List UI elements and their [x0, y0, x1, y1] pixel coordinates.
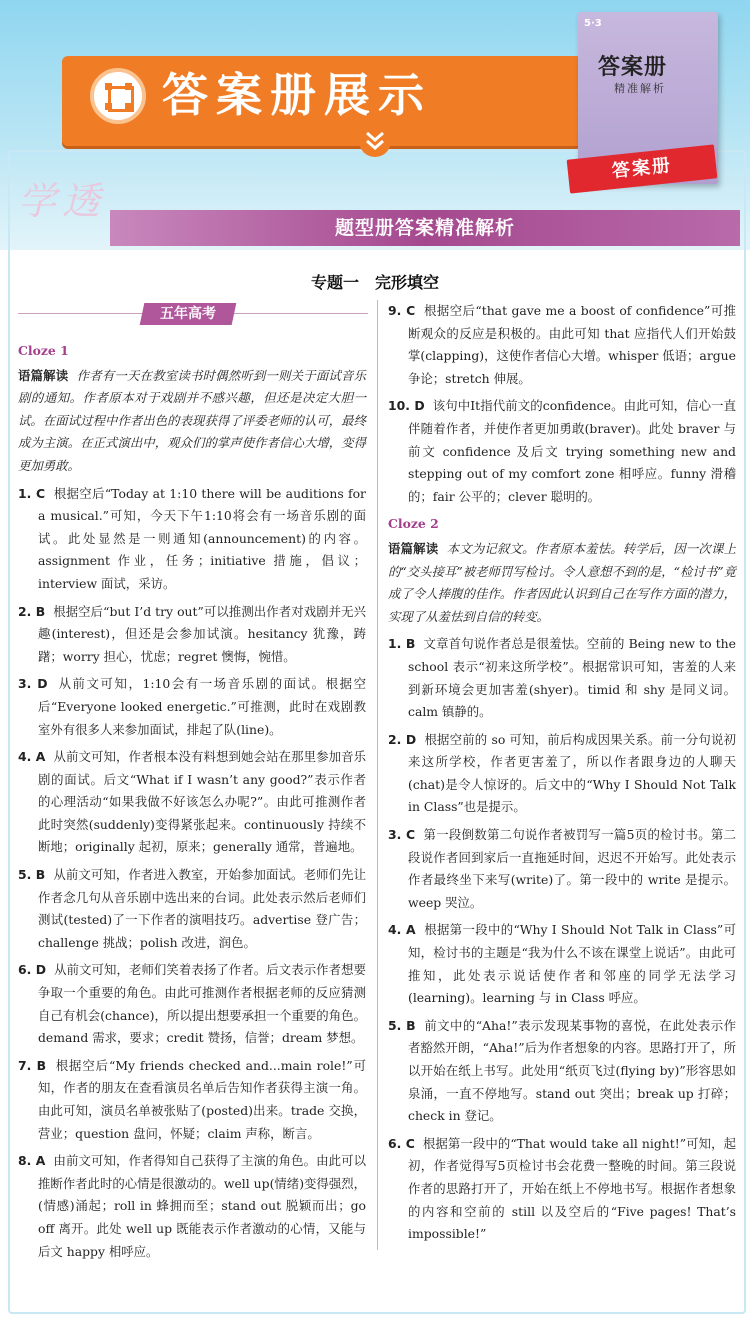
answer-text: 从前文可知，1:10会有一场音乐剧的面试。根据空后“Everyone looked energetic.”可推测，此时在戏剧教室外有很多人来参加面试，排起了队(line)。 [38, 676, 366, 737]
answer-item [388, 824, 736, 914]
book-ribbon: 答案册 [567, 144, 718, 193]
answer-number: 5. B [18, 867, 46, 883]
answer-text: 文章首句说作者总是很羞怯。空前的 Being new to the school 表示“初来这所学校”。根据常识可知，害羞的人来到新环境会更加害羞(shyer)。timid 和 shy 是同义词。calm 镇静的。 [408, 636, 736, 720]
section-title-bar: 题型册答案精准解析 [110, 210, 740, 246]
answer-number: 1. C [18, 485, 46, 501]
answer-text: 第一段倒数第二句说作者被罚写一篇5页的检讨书。第二段说作者回到家后一直拖延时间，迟迟不开始写。此处表示作者最终坐下来写(write)了。第一段中的 write 是提示。weep 哭泣。 [408, 827, 736, 910]
answer-text: 从前文可知，作者进入教室，开始参加面试。老师们先让作者念几句从音乐剧中选出来的台词。此处表示然后老师们测试(tested)了一下作者的演唱技巧。advertise 登广告；challenge 挑战；polish 改进，润色。 [38, 867, 366, 950]
answer-item [388, 395, 736, 508]
right-column [388, 300, 736, 1251]
answer-item [388, 919, 736, 1009]
section-tag-label: 五年高考 [160, 306, 216, 322]
gist-paragraph [18, 365, 366, 478]
gist-text: 本文为记叙文。作者原本羞怯。转学后，因一次课上的“交头接耳”被老师罚写检讨。令人意想不到的是，“检讨书”竟成了令人捧腹的佳作。作者因此认识到自己在写作方面的潜力，实现了从羞怯到自信的转变。 [388, 540, 736, 624]
answer-text: 根据第一段中的“That would take all night!”可知，起初，作者觉得写5页检讨书会花费一整晚的时间。第三段说作者的思路打开了，开始在纸上不停地书写。根据作者想象的内容和空前的 still 以及空后的“Five pages! That’s impossible!” [408, 1135, 736, 1242]
answer-number: 2. B [18, 603, 46, 619]
answer-number: 7. B [18, 1057, 47, 1073]
answer-text: 根据空后“My friends checked and...main role!”可知，作者的朋友在查看演员名单后告知作者获得主演一角。由此可知，演员名单被张贴了(posted)出来。trade 交换，营业；question 盘问，怀疑；claim 声称，断言。 [38, 1057, 366, 1141]
answer-text: 根据第一段中的“Why I Should Not Talk in Class”可知，检讨书的主题是“我为什么不该在课堂上说话”。由此可推知，此处表示说话使作者和邻座的同学无法学习(learning)。learning 与 in Class 呼应。 [408, 922, 736, 1006]
answer-item [388, 1015, 736, 1128]
answer-text: 该句中It指代前文的confidence。由此可知，信心一直伴随着作者，并使作者更加勇敢(braver)。此处 braver 与前文 confidence 及后文 trying something new and stepping out of my comfort zone 相呼应。funny 滑稽的；fair 公平的；clever 聪明的。 [408, 398, 736, 504]
answer-number: 10. D [388, 398, 425, 414]
left-column [18, 340, 366, 1268]
answer-text: 根据空后“that gave me a boost of confidence”可推断观众的反应是积极的。由此可知 that 应指代人们开始鼓掌(clapping)，这使作者信心大增。whisper 低语；argue 争论；stretch 伸展。 [408, 303, 736, 386]
answer-number: 6. D [18, 962, 47, 978]
answer-item [388, 1133, 736, 1246]
column-divider [377, 300, 378, 1250]
answer-text: 前文中的“Aha!”表示发现某事物的喜悦，在此处表示作者豁然开朗，“Aha!”后为作者想象的内容。思路打开了，所以开始在纸上书写。此处用“纸页飞过(flying by)”形容思如泉涌，一直不停地写。stand out 突出；break up 打碎；check in 登记。 [408, 1017, 736, 1124]
answer-item [18, 673, 366, 741]
answer-text: 从前文可知，老师们笑着表扬了作者。后文表示作者想要争取一个重要的角色。由此可推测作者根据老师的反应猜测自己有机会(chance)，所以提出想要承担一个重要的角色。demand 需求，要求；credit 赞扬，信誉；dream 梦想。 [38, 962, 366, 1046]
answer-number: 1. B [388, 636, 416, 652]
chevron-down-icon [356, 124, 394, 158]
answer-number: 3. C [388, 827, 416, 843]
gist-label: 语篇解读 [388, 540, 439, 556]
answer-text: 根据空后“Today at 1:10 there will be auditions for a musical.”可知，今天下午1:10将会有一场音乐剧的面试。此处显然是一则通知(announcement)的内容。assignment 作业，任务；initiative 措施，倡议；interview 面试，采访。 [38, 485, 366, 591]
answer-item [388, 633, 736, 723]
answer-item [18, 959, 366, 1049]
answer-text: 根据空前的 so 可知，前后构成因果关系。前一分句说初来这所学校，作者更害羞了，所以作者跟身边的人聊天(chat)是令人惊讶的。后文中的“Why I Should Not Talk in Class”也是提示。 [408, 731, 736, 815]
book-title: 答案册 [598, 55, 668, 80]
section-watermark: 学透 [18, 179, 107, 223]
answer-text: 由前文可知，作者得知自己获得了主演的角色。由此可以推断作者此时的心情是很激动的。well up(情绪)变得强烈，(情感)涌起；roll in 蜂拥而至；stand out 脱颖而出；go off 离开。此处 well up 既能表示作者激动的心情，又能与后文 happy 相呼应。 [38, 1153, 366, 1259]
answer-item [388, 300, 736, 390]
answer-number: 4. A [18, 749, 46, 765]
answer-text: 根据空后“but I’d try out”可以推测出作者对戏剧并无兴趣(interest)，但还是会参加试演。hesitancy 犹豫，踌躇；worry 担心，忧虑；regret 懊悔，惋惜。 [38, 603, 366, 664]
book-brand: 5·3 [584, 18, 602, 29]
answer-number: 6. C [388, 1135, 415, 1151]
section-tag [140, 303, 237, 325]
answer-number: 8. A [18, 1153, 46, 1169]
gist-label: 语篇解读 [18, 367, 69, 383]
answer-item [18, 1055, 366, 1145]
gist-text: 作者有一天在教室读书时偶然听到一则关于面试音乐剧的通知。作者原本对于戏剧并不感兴趣，但还是决定大胆一试。在面试过程中作者出色的表现获得了评委老师的认可，最终成为主演。在正式演出中，观众们的掌声使作者信心大增，变得更加勇敢。 [18, 367, 366, 473]
answer-number: 3. D [18, 676, 48, 692]
answer-item [18, 601, 366, 669]
frame-logo-icon [90, 68, 146, 124]
answer-number: 5. B [388, 1017, 416, 1033]
gist-paragraph [388, 538, 736, 628]
answer-number: 2. D [388, 731, 417, 747]
answer-text: 从前文可知，作者根本没有料想到她会站在那里参加音乐剧的面试。后文“What if I wasn’t any good?”表示作者的心理活动“如果我做不好该怎么办呢?”。由此可推测作者此时突然(suddenly)变得紧张起来。continuously 持续不断地；originally 起初，原来；generally 通常，普遍地。 [38, 749, 366, 855]
answer-number: 4. A [388, 922, 416, 938]
answer-item [18, 746, 366, 859]
banner-title: 答案册展示 [162, 68, 432, 122]
answer-item [18, 483, 366, 596]
answer-item [388, 729, 736, 819]
answer-item [18, 1150, 366, 1263]
topic-title: 专题一 完形填空 [310, 273, 439, 292]
book-subtitle: 精准解析 [614, 82, 666, 95]
answer-item [18, 864, 366, 954]
answer-number: 9. C [388, 303, 416, 318]
cloze-title: Cloze 1 [18, 343, 69, 358]
cloze-title: Cloze 2 [388, 516, 439, 532]
